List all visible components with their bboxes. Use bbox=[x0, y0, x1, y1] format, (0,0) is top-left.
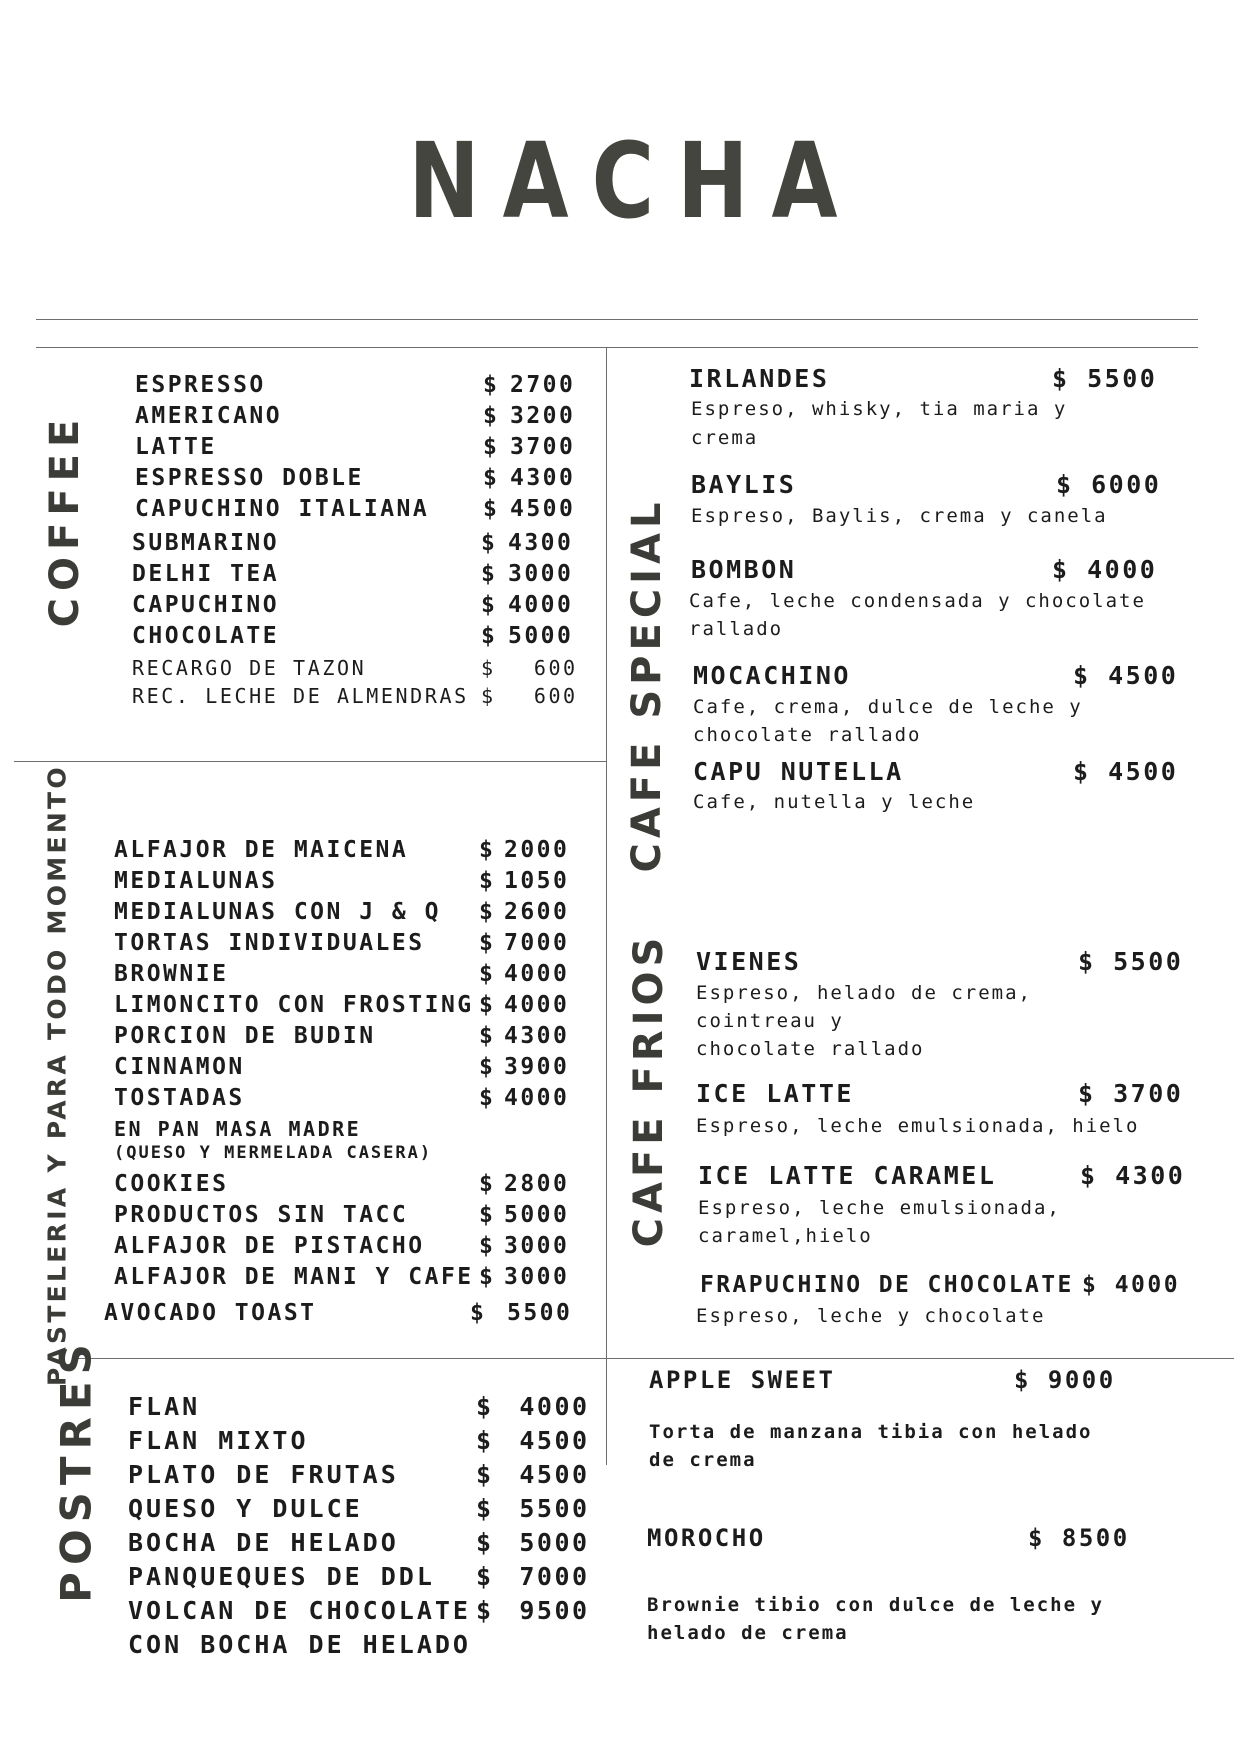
pasteleria-item: ALFAJOR DE PISTACHO bbox=[114, 1233, 425, 1259]
pasteleria-price bbox=[479, 1023, 569, 1049]
coffee-item: ESPRESSO bbox=[135, 372, 266, 398]
postres-item: FLAN bbox=[128, 1392, 201, 1421]
currency: $ bbox=[483, 465, 500, 491]
pasteleria-price bbox=[479, 1054, 569, 1080]
pasteleria-price bbox=[479, 1264, 569, 1290]
price-value: 4300 bbox=[503, 1023, 570, 1049]
pasteleria-item: CINNAMON bbox=[114, 1054, 245, 1080]
pasteleria-item-note: EN PAN MASA MADRE bbox=[114, 1117, 362, 1141]
pasteleria-price bbox=[479, 930, 569, 956]
section-label-pasteleria: PASTELERIA Y PARA TODO MOMENTO bbox=[42, 764, 72, 1386]
cafe-frios-item: ICE LATTE CARAMEL bbox=[698, 1161, 997, 1190]
coffee-item: RECARGO DE TAZON bbox=[132, 656, 367, 680]
cafe-special-price: $ 5500 bbox=[1052, 364, 1158, 393]
price-value: 600 bbox=[533, 684, 578, 708]
currency: $ bbox=[479, 899, 496, 925]
currency: $ bbox=[481, 656, 496, 680]
cafe-special-desc: crema bbox=[691, 427, 759, 449]
cafe-special-price: $ 4500 bbox=[1073, 661, 1179, 690]
cafe-special-price: $ 4000 bbox=[1052, 555, 1158, 584]
currency: $ bbox=[483, 403, 500, 429]
currency: $ bbox=[470, 1300, 487, 1326]
price-value: 3000 bbox=[503, 1233, 570, 1259]
price-value: 4500 bbox=[519, 1460, 590, 1489]
cafe-frios-desc: caramel,hielo bbox=[698, 1225, 873, 1247]
section-label-coffee: COFFEE bbox=[42, 412, 88, 628]
price-value: 7000 bbox=[519, 1562, 590, 1591]
price-value: 3000 bbox=[507, 561, 574, 587]
postres-item: QUESO Y DULCE bbox=[128, 1494, 363, 1523]
currency: $ bbox=[476, 1528, 494, 1557]
pasteleria-price bbox=[479, 1233, 569, 1259]
pasteleria-item: TORTAS INDIVIDUALES bbox=[114, 930, 425, 956]
cafe-frios-price: $ 4300 bbox=[1080, 1161, 1186, 1190]
price-value: 4000 bbox=[519, 1392, 590, 1421]
pasteleria-price bbox=[479, 868, 569, 894]
currency: $ bbox=[483, 496, 500, 522]
postres-price bbox=[476, 1528, 590, 1557]
price-value: 2800 bbox=[503, 1171, 570, 1197]
postres-item: FLAN MIXTO bbox=[128, 1426, 309, 1455]
pasteleria-item: TOSTADAS bbox=[114, 1085, 245, 1111]
currency: $ bbox=[476, 1596, 494, 1625]
cafe-frios-desc: Espreso, leche y chocolate bbox=[696, 1305, 1046, 1327]
price-value: 4000 bbox=[503, 1085, 570, 1111]
section-label-cafe-frios: CAFE FRIOS bbox=[626, 932, 672, 1248]
cafe-special-desc: Cafe, leche condensada y chocolate bbox=[689, 590, 1146, 612]
currency: $ bbox=[481, 684, 496, 708]
cafe-special-desc: Cafe, nutella y leche bbox=[693, 791, 976, 813]
currency: $ bbox=[476, 1562, 494, 1591]
currency: $ bbox=[476, 1426, 494, 1455]
coffee-item: LATTE bbox=[135, 434, 217, 460]
pasteleria-price bbox=[479, 899, 569, 925]
cafe-special-desc: Cafe, crema, dulce de leche y bbox=[693, 696, 1083, 718]
cafe-special-price: $ 6000 bbox=[1056, 470, 1162, 499]
cafe-special-desc: Espreso, whisky, tia maria y bbox=[691, 398, 1068, 420]
postres-price bbox=[476, 1392, 590, 1421]
price-value: 4500 bbox=[519, 1426, 590, 1455]
currency: $ bbox=[479, 961, 496, 987]
price-value: 4500 bbox=[509, 496, 576, 522]
price-value: 3700 bbox=[509, 434, 576, 460]
price-value: 2000 bbox=[503, 837, 570, 863]
currency: $ bbox=[481, 592, 498, 618]
postres-price bbox=[476, 1596, 590, 1625]
coffee-item: CAPUCHINO ITALIANA bbox=[135, 496, 430, 522]
pasteleria-price bbox=[479, 992, 569, 1018]
coffee-item: REC. LECHE DE ALMENDRAS bbox=[132, 684, 469, 708]
currency: $ bbox=[479, 1023, 496, 1049]
postres-item: BOCHA DE HELADO bbox=[128, 1528, 399, 1557]
currency: $ bbox=[479, 837, 496, 863]
pasteleria-price bbox=[479, 837, 569, 863]
coffee-price bbox=[481, 623, 573, 649]
currency: $ bbox=[479, 1054, 496, 1080]
price-value: 5500 bbox=[519, 1494, 590, 1523]
currency: $ bbox=[481, 561, 498, 587]
coffee-item: CAPUCHINO bbox=[132, 592, 280, 618]
price-value: 4300 bbox=[509, 465, 576, 491]
pasteleria-item: LIMONCITO CON FROSTING bbox=[114, 992, 474, 1018]
postres-item: PANQUEQUES DE DDL bbox=[128, 1562, 435, 1591]
coffee-item: AMERICANO bbox=[135, 403, 283, 429]
pasteleria-item: AVOCADO TOAST bbox=[104, 1300, 317, 1326]
currency: $ bbox=[479, 1171, 496, 1197]
coffee-price bbox=[481, 684, 578, 708]
section-label-cafe-special: CAFE SPECIAL bbox=[624, 497, 670, 873]
currency: $ bbox=[479, 930, 496, 956]
divider-vertical bbox=[606, 347, 607, 1465]
currency: $ bbox=[483, 434, 500, 460]
cafe-special-item: CAPU NUTELLA bbox=[693, 757, 904, 786]
cafe-frios-desc: Espreso, leche emulsionada, hielo bbox=[696, 1115, 1140, 1137]
pasteleria-item: MEDIALUNAS CON J & Q bbox=[114, 899, 441, 925]
price-value: 3900 bbox=[503, 1054, 570, 1080]
coffee-price bbox=[483, 372, 575, 398]
cafe-special-desc: chocolate rallado bbox=[693, 724, 922, 746]
price-value: 3200 bbox=[509, 403, 576, 429]
currency: $ bbox=[481, 623, 498, 649]
cafe-special-item: MOCACHINO bbox=[693, 661, 851, 690]
currency: $ bbox=[479, 1202, 496, 1228]
cafe-frios-item: ICE LATTE bbox=[696, 1079, 854, 1108]
pasteleria-item: ALFAJOR DE MAICENA bbox=[114, 837, 409, 863]
divider-top-2 bbox=[36, 347, 1198, 348]
cafe-frios-desc: Espreso, helado de crema, bbox=[696, 982, 1032, 1004]
price-value: 7000 bbox=[503, 930, 570, 956]
cafe-frios-price: $ 3700 bbox=[1078, 1079, 1184, 1108]
pasteleria-price bbox=[479, 961, 569, 987]
section-label-postres: POSTRES bbox=[51, 1337, 101, 1603]
postres-price bbox=[476, 1460, 590, 1489]
cafe-frios-desc: chocolate rallado bbox=[696, 1038, 925, 1060]
pasteleria-item: BROWNIE bbox=[114, 961, 229, 987]
coffee-price bbox=[481, 592, 573, 618]
price-value: 600 bbox=[533, 656, 578, 680]
currency: $ bbox=[481, 530, 498, 556]
pasteleria-price bbox=[479, 1085, 569, 1111]
price-value: 9500 bbox=[519, 1596, 590, 1625]
price-value: 2700 bbox=[509, 372, 576, 398]
price-value: 4000 bbox=[503, 992, 570, 1018]
postres-item: VOLCAN DE CHOCOLATE bbox=[128, 1596, 471, 1625]
pasteleria-item: PORCION DE BUDIN bbox=[114, 1023, 376, 1049]
coffee-price bbox=[483, 496, 575, 522]
extra-desc: Brownie tibio con dulce de leche y bbox=[647, 1594, 1104, 1616]
extra-price: $ 9000 bbox=[1014, 1366, 1116, 1394]
cafe-special-desc: Espreso, Baylis, crema y canela bbox=[691, 505, 1108, 527]
currency: $ bbox=[479, 1085, 496, 1111]
price-value: 5000 bbox=[507, 623, 574, 649]
price-value: 1050 bbox=[503, 868, 570, 894]
cafe-special-item: BOMBON bbox=[691, 555, 797, 584]
price-value: 4000 bbox=[507, 592, 574, 618]
price-value: 5000 bbox=[503, 1202, 570, 1228]
coffee-price bbox=[483, 465, 575, 491]
coffee-item: ESPRESSO DOBLE bbox=[135, 465, 364, 491]
postres-price bbox=[476, 1562, 590, 1591]
price-value: 2600 bbox=[503, 899, 570, 925]
postres-item-note: CON BOCHA DE HELADO bbox=[128, 1630, 471, 1659]
cafe-frios-price: $ 5500 bbox=[1078, 947, 1184, 976]
coffee-price bbox=[481, 561, 573, 587]
currency: $ bbox=[479, 992, 496, 1018]
cafe-special-item: BAYLIS bbox=[691, 470, 797, 499]
postres-item: PLATO DE FRUTAS bbox=[128, 1460, 399, 1489]
coffee-price bbox=[483, 403, 575, 429]
cafe-frios-item: FRAPUCHINO DE CHOCOLATE bbox=[700, 1272, 1074, 1298]
price-value: 4000 bbox=[503, 961, 570, 987]
pasteleria-item: COOKIES bbox=[114, 1171, 229, 1197]
price-value: 3000 bbox=[503, 1264, 570, 1290]
currency: $ bbox=[479, 1264, 496, 1290]
pasteleria-item: PRODUCTOS SIN TACC bbox=[114, 1202, 409, 1228]
coffee-price bbox=[481, 656, 578, 680]
extra-desc: Torta de manzana tibia con helado bbox=[649, 1421, 1093, 1443]
cafe-special-desc: rallado bbox=[689, 618, 784, 640]
pasteleria-item: ALFAJOR DE MANI Y CAFE bbox=[114, 1264, 474, 1290]
extra-price: $ 8500 bbox=[1028, 1524, 1130, 1552]
postres-price bbox=[476, 1494, 590, 1523]
cafe-special-price: $ 4500 bbox=[1073, 757, 1179, 786]
currency: $ bbox=[479, 868, 496, 894]
currency: $ bbox=[479, 1233, 496, 1259]
cafe-frios-desc: Espreso, leche emulsionada, bbox=[698, 1197, 1061, 1219]
pasteleria-price bbox=[479, 1171, 569, 1197]
pasteleria-item-note: (QUESO Y MERMELADA CASERA) bbox=[114, 1143, 433, 1163]
extra-item: MOROCHO bbox=[647, 1524, 766, 1552]
divider-bottom bbox=[76, 1358, 1234, 1359]
extra-desc: de crema bbox=[649, 1449, 757, 1471]
currency: $ bbox=[483, 372, 500, 398]
pasteleria-price bbox=[479, 1202, 569, 1228]
currency: $ bbox=[476, 1392, 494, 1421]
extra-item: APPLE SWEET bbox=[649, 1366, 836, 1394]
extra-desc: helado de crema bbox=[647, 1622, 849, 1644]
cafe-special-item: IRLANDES bbox=[689, 364, 830, 393]
coffee-price bbox=[481, 530, 573, 556]
coffee-item: CHOCOLATE bbox=[132, 623, 280, 649]
divider-coffee-pasteleria bbox=[14, 761, 606, 762]
divider-top-1 bbox=[36, 319, 1198, 320]
pasteleria-price bbox=[470, 1300, 572, 1326]
price-value: 5500 bbox=[506, 1300, 573, 1326]
cafe-frios-desc: cointreau y bbox=[696, 1010, 844, 1032]
currency: $ bbox=[476, 1460, 494, 1489]
postres-price bbox=[476, 1426, 590, 1455]
coffee-price bbox=[483, 434, 575, 460]
coffee-item: SUBMARINO bbox=[132, 530, 280, 556]
price-value: 5000 bbox=[519, 1528, 590, 1557]
pasteleria-item: MEDIALUNAS bbox=[114, 868, 278, 894]
price-value: 4300 bbox=[507, 530, 574, 556]
coffee-item: DELHI TEA bbox=[132, 561, 280, 587]
menu-title: NACHA bbox=[408, 120, 861, 242]
cafe-frios-price: $ 4000 bbox=[1082, 1272, 1181, 1298]
cafe-frios-item: VIENES bbox=[696, 947, 802, 976]
currency: $ bbox=[476, 1494, 494, 1523]
